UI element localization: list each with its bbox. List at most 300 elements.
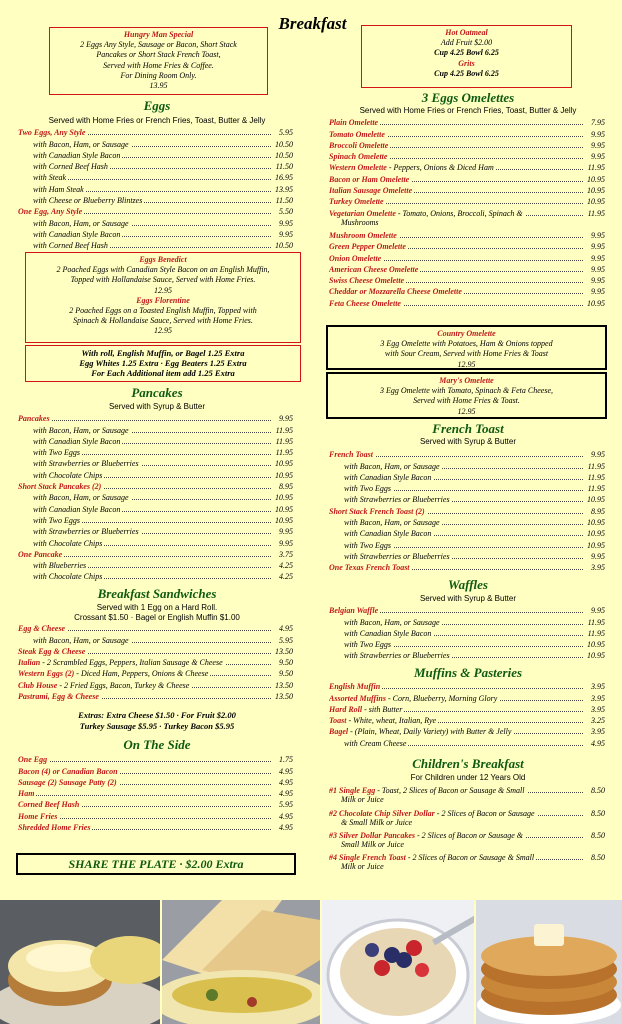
menu-item-row [329,296,605,307]
item-title: #4 Single French Toast [329,853,406,863]
hungry-man-line: For Dining Room Only. [120,70,197,80]
menu-item-row [18,160,293,171]
item-title: Egg & Cheese [18,624,66,634]
menu-item-name [329,739,408,748]
item-title: with Canadian Style Bacon [344,472,432,482]
menu-item-price: 9.95 [279,538,293,548]
menu-item-price: 8.50 [591,786,605,796]
pancakes-heading: Pancakes [131,385,183,400]
item-title: with Bacon, Ham, or Sausage [344,461,440,471]
menu-item-name [329,529,433,538]
menu-item-row [18,656,293,667]
menu-item-name [18,448,82,457]
menu-item-price: 10.95 [275,459,293,469]
country-omelette-price: 12.95 [457,359,476,369]
menu-item-row [329,448,605,459]
menu-item-price: 9.95 [279,414,293,424]
item-title: Belgian Waffle [329,606,379,616]
menu-item-name [18,681,191,690]
eggs-list [18,126,293,250]
item-title: One Texas French Toast [329,563,410,573]
menu-item-price: 4.25 [279,572,293,582]
menu-item-price: 9.95 [591,253,605,263]
dot-leader [18,795,271,796]
menu-item-row [18,423,293,434]
item-title: English Muffin [329,682,381,692]
menu-item-price: 10.95 [587,298,605,308]
menu-item-row [18,536,293,547]
item-title: Italian [18,658,41,668]
menu-item-price: 10.95 [587,174,605,184]
menu-item-price: 11.95 [275,448,293,458]
florentine-line: 2 Poached Eggs on a Toasted English Muffin, Topped with [69,306,257,316]
item-title: Assorted Muffins [329,693,386,703]
grits-title: Grits [458,58,475,68]
omelettes-subtitle: Served with Home Fries or French Fries, Toast, Butter & Jelly [359,106,577,115]
item-description: - White, wheat, Italian, Rye [346,716,437,726]
french-toast-heading: French Toast [432,421,504,436]
menu-item-price: 13.95 [275,184,293,194]
waffles-subtitle: Served with Syrup & Butter [419,594,517,603]
menu-item-name [18,561,88,570]
menu-item-row [329,627,605,638]
item-title: with Cheese or Blueberry Blintzes [33,196,143,206]
children-subtitle: For Children under 12 Years Old [410,773,526,782]
item-title: Cheddar or Mozzarella Cheese Omelette [329,287,462,297]
waffles-list [329,604,605,660]
menu-item-name [18,219,131,228]
item-title: French Toast [329,450,373,460]
marys-omelette-title: Mary's Omelette [439,376,494,385]
hungry-man-line: Served with Home Fries & Coffee. [103,60,214,70]
menu-item-row [18,182,293,193]
benedict-price: 12.95 [154,285,172,295]
menu-item-continuation: Milk or Juice [341,795,384,805]
menu-item-name [329,141,390,150]
menu-item-row [329,550,605,561]
menu-item-name [18,539,104,548]
menu-item-name [329,809,537,818]
menu-item-name [329,276,406,285]
menu-item-price: 11.50 [275,162,293,172]
menu-item-price: 8.95 [591,506,605,516]
menu-item-name [18,173,68,182]
item-description: - Corn, Blueberry, Morning Glory [385,693,498,703]
menu-item-row [18,126,293,137]
menu-item-price: 10.95 [587,529,605,539]
item-description: - sith Butter [362,704,403,714]
menu-item-name [18,624,67,633]
menu-item-row [18,622,293,633]
country-omelette-line: with Sour Cream, Served with Home Fries & Toast [384,349,549,359]
florentine-title: Eggs Florentine [136,295,190,305]
menu-item-row [18,548,293,559]
hungry-man-box [49,27,268,95]
item-title: with Strawberries or Blueberries [33,527,139,537]
menu-item-price: 9.95 [591,129,605,139]
menu-item-name [329,651,452,660]
menu-item-name [329,152,389,161]
item-title: One Egg [18,755,48,765]
item-title: with Canadian Style Bacon [33,504,121,514]
item-title: Onion Omelette [329,253,382,263]
menu-item-price: 3.95 [591,727,605,737]
item-title: Pastrami, Egg & Cheese [18,692,99,702]
menu-item-row [329,851,605,862]
menu-item-price: 10.95 [275,504,293,514]
menu-item-name [329,254,383,263]
menu-item-name [329,495,452,504]
menu-item-row [329,482,605,493]
menu-item-price: 9.50 [279,658,293,668]
menu-item-name [18,658,225,667]
menu-item-row [329,459,605,470]
benedict-line: 2 Poached Eggs with Canadian Style Bacon on an English Muffin, [56,265,270,275]
item-title: One Egg, Any Style [18,207,83,217]
menu-item-name [329,853,536,862]
menu-item-row [18,514,293,525]
menu-item-name [18,185,86,194]
benedict-box [25,252,301,343]
item-title: #1 Single Egg [329,786,376,796]
oatmeal-fruit-photo [322,900,474,1024]
menu-item-row [329,251,605,262]
menu-item-name [18,755,49,764]
menu-item-price: 8.50 [591,808,605,818]
item-title: Shredded Home Fries [18,823,91,833]
menu-item-price: 4.95 [279,766,293,776]
menu-item-price: 9.95 [591,140,605,150]
item-description: - 2 Slices of Bacon or Sausage [434,808,535,818]
menu-item-name [329,484,393,493]
extras-line: Egg Whites 1.25 Extra · Egg Beaters 1.25 Extra [79,358,247,369]
item-title: with Chocolate Chips [33,470,103,480]
item-title: with Two Eggs [33,515,80,525]
item-title: with Canadian Style Bacon [344,529,432,539]
side-heading: On The Side [123,737,191,752]
item-title: Two Eggs, Any Style [18,128,86,138]
dot-leader [18,761,271,762]
menu-item-name [18,692,101,701]
menu-item-price: 4.95 [279,777,293,787]
hungry-man-title: Hungry Man Special [123,30,194,39]
menu-item-row [329,127,605,138]
menu-item-row [329,604,605,615]
menu-item-name [329,118,380,127]
menu-item-row [329,638,605,649]
item-title: One Pancake [18,549,63,559]
menu-item-name [329,716,438,725]
menu-item-row [329,504,605,515]
menu-item-price: 10.95 [587,651,605,661]
menu-item-row [329,184,605,195]
item-title: Turkey Omelette [329,197,384,207]
menu-item-price: 5.95 [279,635,293,645]
menu-item-price: 8.50 [591,853,605,863]
menu-item-price: 9.95 [591,152,605,162]
menu-item-row [329,538,605,549]
menu-item-name [329,175,411,184]
menu-item-name [18,493,131,502]
menu-item-row [18,559,293,570]
menu-item-row [18,435,293,446]
menu-item-price: 5.95 [279,800,293,810]
menu-item-row [18,137,293,148]
menu-item-row [18,480,293,491]
menu-item-row [329,784,605,795]
menu-item-price: 9.95 [279,229,293,239]
item-description: - (Plain, Wheat, Daily Variety) with Butter & Jelly [348,727,512,737]
item-title: with Cream Cheese [344,738,407,748]
menu-item-name [18,230,122,239]
menu-item-price: 3.25 [591,716,605,726]
menu-item-price: 10.95 [587,518,605,528]
menu-item-row [18,446,293,457]
menu-item-row [18,228,293,239]
menu-item-price: 7.95 [591,118,605,128]
item-description: - 2 Slices of Bacon or Sausage & Small [405,853,535,863]
french-toast-subtitle: Served with Syrup & Butter [419,437,517,446]
menu-item-price: 10.95 [587,197,605,207]
marys-omelette-line: Served with Home Fries & Toast. [413,396,520,406]
menu-item-name [329,462,442,471]
menu-item-name [329,507,427,516]
menu-item-row [329,527,605,538]
menu-item-name [329,786,527,795]
menu-item-row [329,493,605,504]
menu-item-name [18,767,120,776]
menu-item-price: 3.95 [591,682,605,692]
item-title: with Two Eggs [33,448,80,458]
menu-item-row [18,776,293,787]
menu-item-row [18,809,293,820]
menu-item-row [329,725,605,736]
grits-price: Cup 4.25 Bowl 6.25 [434,68,499,78]
menu-item-row [329,714,605,725]
item-title: Italian Sausage Omelette [329,186,413,196]
item-title: with Blueberries [33,561,87,571]
menu-item-row [329,172,605,183]
menu-item-name [18,437,122,446]
item-title: with Two Eggs [344,540,391,550]
item-title: with Chocolate Chips [33,538,103,548]
menu-item-row [329,139,605,150]
hungry-man-price: 13.95 [149,81,168,91]
item-title: with Strawberries or Blueberries [344,495,450,505]
menu-item-row [18,753,293,764]
item-title: Ham [18,789,35,799]
menu-item-name [18,207,84,216]
menu-item-name [18,669,210,678]
menu-item-price: 9.95 [591,242,605,252]
menu-item-name [329,265,420,274]
menu-item-row [18,570,293,581]
menu-item-row [18,798,293,809]
menu-item-name [329,682,382,691]
item-title: Bacon (4) or Canadian Bacon [18,766,118,776]
menu-item-name [18,241,110,250]
menu-item-price: 11.50 [275,196,293,206]
menu-item-row [18,667,293,678]
menu-item-name [329,287,464,296]
menu-item-name [329,541,393,550]
side-list [18,753,293,832]
menu-item-row [18,468,293,479]
item-title: with Canadian Style Bacon [33,150,121,160]
menu-item-row [18,690,293,701]
item-title: with Bacon, Ham, or Sausage [344,617,440,627]
menu-item-row [329,649,605,660]
menu-item-row [329,274,605,285]
menu-item-name [18,572,104,581]
menu-item-row [18,787,293,798]
menu-item-price: 10.95 [275,470,293,480]
item-title: Steak Egg & Cheese [18,646,86,656]
item-description: - Toast, 2 Slices of Bacon or Sausage & Small [375,786,525,796]
omelette-photo [162,900,320,1024]
menu-item-price: 13.50 [275,680,293,690]
item-title: Short Stack French Toast (2) [329,506,425,516]
menu-item-row [18,194,293,205]
menu-item-name [18,516,82,525]
item-title: Tomato Omelette [329,129,385,139]
menu-item-name [329,231,399,240]
menu-item-price: 10.95 [587,186,605,196]
menu-item-row [329,206,605,217]
florentine-price: 12.95 [154,326,172,336]
item-title: Toast [329,716,347,726]
item-title: with Two Eggs [344,484,391,494]
menu-item-name [329,705,404,714]
item-description: - 2 Scrambled Eggs, Peppers, Italian Sausage & Cheese [40,658,223,668]
menu-item-price: 4.95 [279,624,293,634]
item-title: Western Omelette [329,163,387,173]
menu-item-name [329,727,513,736]
eggs-subtitle: Served with Home Fries or French Fries, Toast, Butter & Jelly [48,116,266,125]
item-title: with Canadian Style Bacon [344,628,432,638]
item-title: American Cheese Omelette [329,264,419,274]
item-title: with Bacon, Ham, or Sausage [344,518,440,528]
menu-item-price: 11.95 [587,461,605,471]
item-title: with Steak [33,173,67,183]
menu-item-price: 11.95 [587,472,605,482]
menu-item-row [329,150,605,161]
menu-item-price: 1.75 [279,755,293,765]
menu-item-row [329,736,605,747]
item-title: Hard Roll [329,704,363,714]
menu-item-row [18,633,293,644]
menu-item-row [329,615,605,626]
menu-item-row [18,412,293,423]
menu-item-name [329,618,442,627]
oatmeal-line: Add Fruit $2.00 [440,38,493,48]
item-description: - Tomato, Onions, Broccoli, Spinach & [395,208,523,218]
menu-item-name [18,636,131,645]
item-title: Spinach Omelette [329,152,388,162]
menu-item-price: 10.50 [275,139,293,149]
menu-item-name [18,140,131,149]
sandwich-extras-1: Extras: Extra Cheese $1.50 · For Fruit $2.00 [78,710,236,720]
menu-item-row [329,561,605,572]
item-title: with Bacon, Ham, or Sausage [33,635,129,645]
omelettes-heading: 3 Eggs Omelettes [421,90,515,105]
item-title: Swiss Cheese Omelette [329,276,405,286]
menu-item-price: 10.95 [587,540,605,550]
extras-line: With roll, English Muffin, or Bagel 1.25 Extra [81,348,245,358]
menu-item-name [18,196,144,205]
menu-item-price: 8.50 [591,830,605,840]
menu-item-name [18,151,122,160]
item-title: with Bacon, Ham, or Sausage [33,139,129,149]
item-title: Feta Cheese Omelette [329,298,401,308]
item-title: Club House [18,680,58,690]
sandwiches-heading: Breakfast Sandwiches [97,586,217,601]
item-title: Sausage (2) Sausage Patty (2) [18,777,117,787]
menu-item-price: 10.95 [587,495,605,505]
page-title: Breakfast [278,14,347,33]
item-title: with Canadian Style Bacon [33,436,121,446]
extras-line: For Each Additional item add 1.25 Extra [91,368,235,379]
item-title: Home Fries [18,811,58,821]
children-list [329,784,605,873]
french-toast-list [329,448,605,572]
menu-item-row [329,240,605,251]
pancakes-subtitle: Served with Syrup & Butter [108,402,206,411]
oatmeal-title: Hot Oatmeal [445,28,488,37]
menu-item-price: 3.95 [591,693,605,703]
menu-item-price: 10.95 [275,515,293,525]
menu-item-name [329,130,387,139]
country-omelette-box [326,325,607,370]
item-title: with Bacon, Ham, or Sausage [33,493,129,503]
menu-item-price: 9.95 [591,264,605,274]
menu-item-price: 11.95 [587,208,605,218]
item-title: Bagel [329,727,349,737]
florentine-line: Spinach & Hollandaise Sauce, Served with Home Fries. [73,316,253,326]
menu-item-price: 4.25 [279,561,293,571]
menu-item-name [329,450,375,459]
item-description: - Peppers, Onions & Diced Ham [386,163,494,173]
item-title: Western Eggs (2) [18,669,75,679]
marys-omelette-price: 12.95 [457,406,476,416]
eggs-benedict-photo [0,900,160,1024]
item-title: Vegetarian Omelette [329,208,396,218]
menu-item-name [18,128,87,137]
menu-item-name [329,197,386,206]
menu-item-row [18,821,293,832]
item-title: Short Stack Pancakes (2) [18,482,102,492]
share-the-plate: SHARE THE PLATE · $2.00 Extra [16,853,296,875]
menu-item-price: 4.95 [591,738,605,748]
hungry-man-line: 2 Eggs Any Style, Sausage or Bacon, Short Stack [80,40,237,50]
menu-item-row [329,471,605,482]
menu-item-price: 9.50 [279,669,293,679]
oatmeal-box [361,25,572,88]
menu-item-row [18,205,293,216]
waffles-heading: Waffles [448,577,488,592]
menu-item-price: 10.50 [275,150,293,160]
menu-item-price: 16.95 [275,173,293,183]
menu-item-row [18,457,293,468]
sandwich-extras-2: Turkey Sausage $5.95 · Turkey Bacon $5.95 [79,721,235,731]
menu-item-name [329,552,452,561]
item-title: with Corned Beef Hash [33,241,108,251]
menu-item-row [329,703,605,714]
item-title: Pancakes [18,414,50,424]
eggs-heading: Eggs [143,98,171,113]
menu-item-price: 8.95 [279,482,293,492]
item-title: with Canadian Style Bacon [33,229,121,239]
